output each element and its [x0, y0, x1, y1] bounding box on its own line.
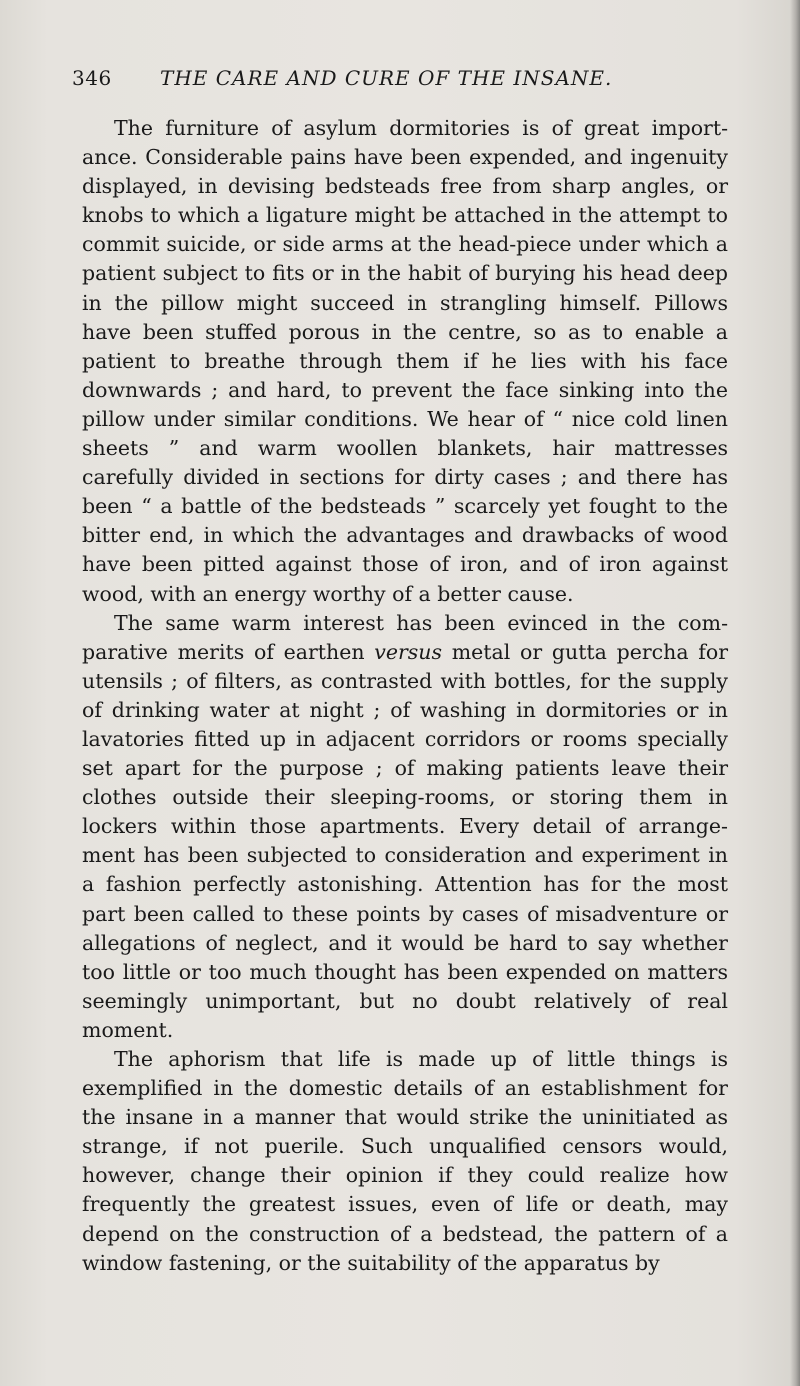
page-number: 346	[72, 66, 112, 90]
body-text	[82, 114, 728, 1278]
paragraph-3: The aphorism that life is made up of little things is exemplified in the domestic details of an establishment for the insane in a manner that would strike the uninitiated as strange, if not puerile. Such unqualified censors would, however, change their opinion if they could realize how frequently the greatest issues, even of life or death, may depend on the construction of a bedstead, the pattern of a window fastening, or the suitability of the apparatus by	[82, 1047, 728, 1275]
paragraph-2-part-1: The same warm interest has been evinced in the com-parative merits of earthen	[82, 610, 728, 664]
running-header	[72, 66, 732, 96]
paragraph-2	[82, 609, 728, 1045]
paragraph-1: The furniture of asylum dormitories is of great import-ance. Considerable pains have been expended, and ingenuity displayed, in devising bedsteads free from sharp angles, or knobs to which a ligature might be attached in the attempt to commit suicide, or side arms at the head-piece under which a patient subject to fits or in the habit of burying his head deep in the pillow might succeed in strangling himself. Pillows have been stuffed porous in the centre, so as to enable a patient to breathe through them if he lies with his face downwards ; and hard, to prevent the face sinking into the pillow under similar conditions. We hear of “ nice cold linen sheets ” and warm woollen blankets, hair mattresses carefully divided in sections for dirty cases ; and there has been “ a battle of the bedsteads ” scarcely yet fought to the bitter end, in which the advantages and drawbacks of wood have been pitted against those of iron, and of iron against wood, with an energy worthy of a better cause.	[82, 116, 728, 606]
running-title: THE CARE AND CURE OF THE INSANE.	[160, 66, 613, 90]
paragraph-2-part-2: metal or gutta percha for utensils ; of filters, as contrasted with bottles, for the supply of drinking water at night ; of washing in dormitories or in lavatories fitted up in adjacent corridors or rooms specially set apart for the purpose ; of making patients leave their clothes outside their sleeping-rooms, or storing them in lockers within those apartments. Every detail of arrange-ment has been subjected to consideration and experiment in a fashion perfectly astonishing. Attention has for the most part been called to these points by cases of misadventure or allegations of neglect, and it would be hard to say whether too little or too much thought has been expended on matters seemingly unimportant, but no doubt relatively of real moment.	[82, 639, 728, 1042]
page-edge-shadow	[790, 0, 800, 1386]
paragraph-2-italic-word: versus	[374, 639, 443, 664]
